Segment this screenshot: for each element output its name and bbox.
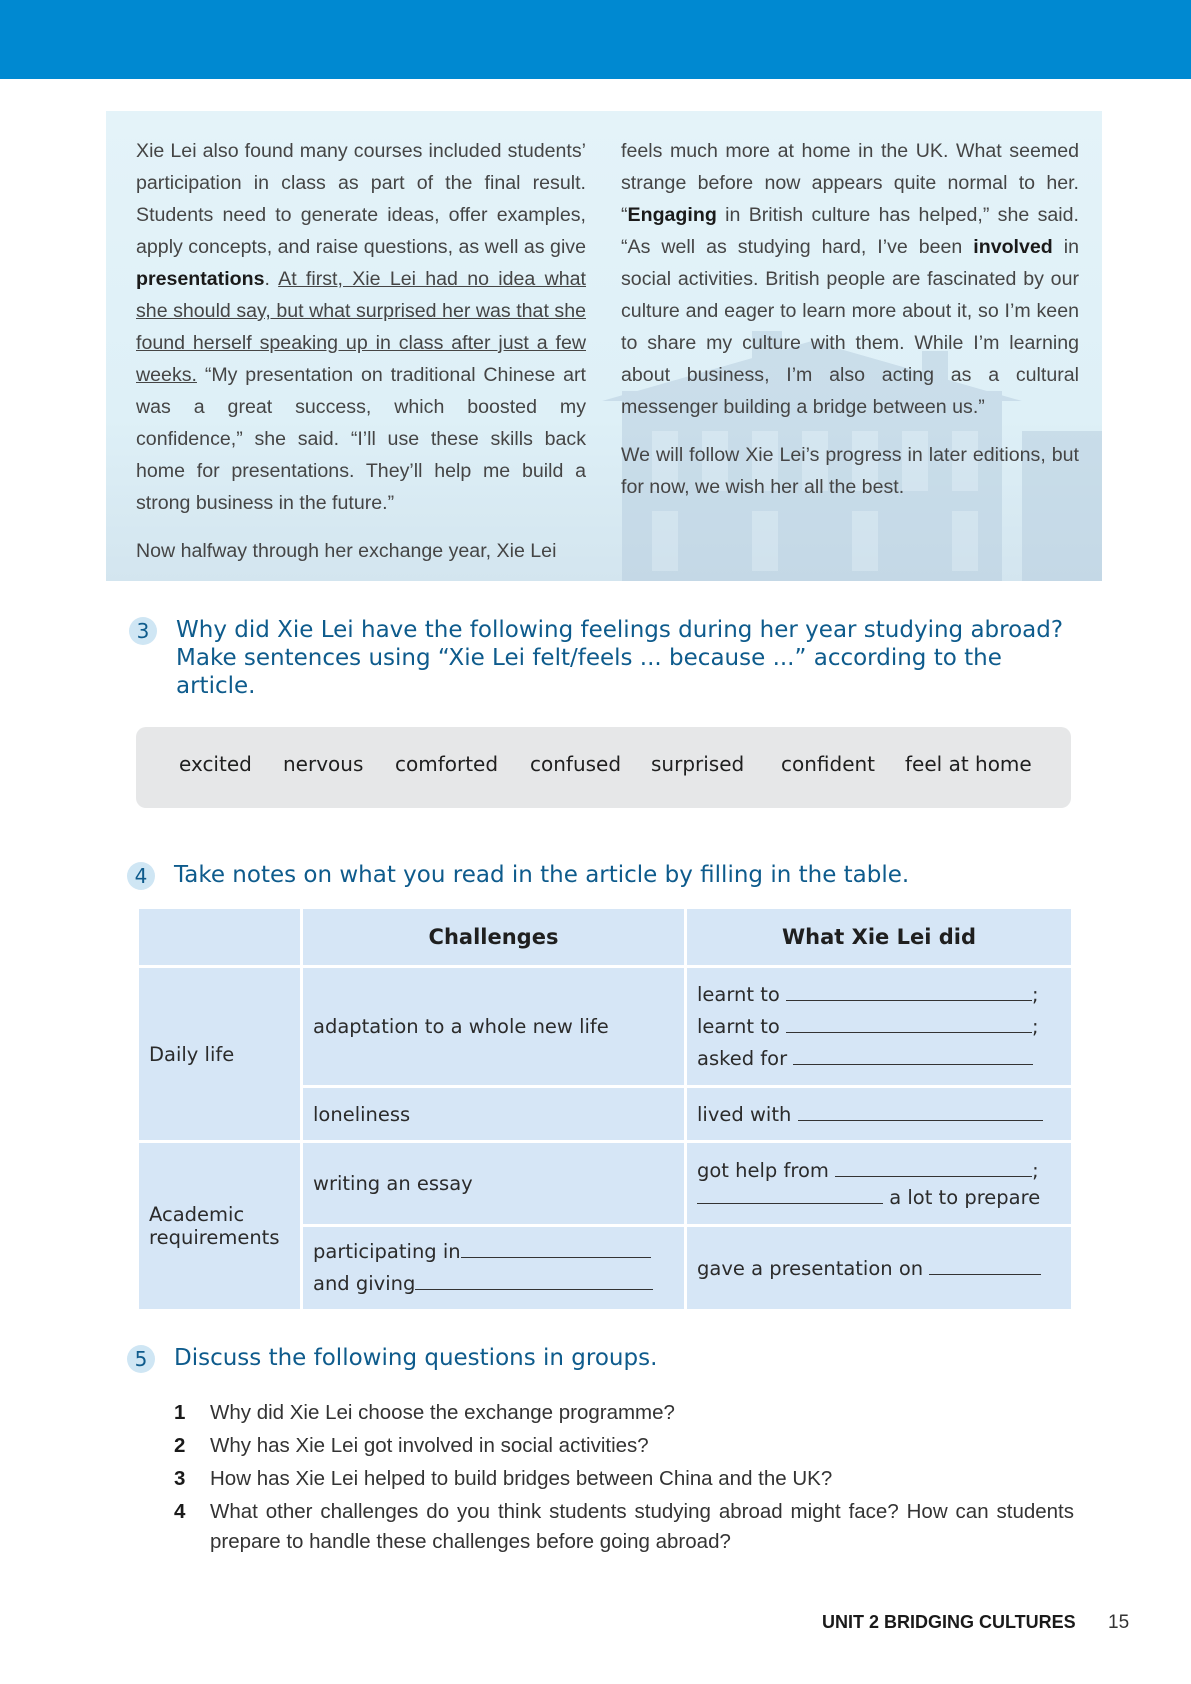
question-5-number: 5 [127,1345,155,1373]
question-3-line: Make sentences using “Xie Lei felt/feels ... because ...” according to the [176,645,1002,671]
item-number: 4 [174,1500,186,1523]
item-number: 3 [174,1467,186,1490]
word-nervous: nervous [283,752,364,776]
table-header-empty [138,908,302,967]
table-header-what-xie-lei-did: What Xie Lei did [686,908,1073,967]
word-confused: confused [530,752,622,776]
question-3-text [176,616,1063,700]
item-text: What other challenges do you think students studying abroad might face? How can students prepare to handle these challenges before going abroad? [210,1500,1074,1553]
question-5-text: Discuss the following questions in groups. [174,1345,658,1371]
item-number: 2 [174,1434,186,1457]
question-4-number: 4 [127,862,155,890]
list-item [174,1431,1074,1461]
reading-column-right [621,135,1079,519]
answer-text: learnt to [697,982,780,1006]
answer-blank[interactable] [415,1273,653,1290]
challenge-text: and giving [313,1272,416,1295]
challenge-cell: writing an essay [302,1142,686,1226]
semicolon: ; [1032,982,1039,1006]
list-item [174,1497,1074,1557]
reading-text: . [264,268,279,290]
answer-text: learnt to [697,1014,780,1038]
underlined-sentence: At first, Xie Lei had no idea what she should say, but what surprised her was that she found herself speaking up in class after just a few weeks. [136,268,587,386]
item-text: How has Xie Lei helped to build bridges between China and the UK? [210,1467,833,1490]
word-box [136,727,1071,808]
answer-cell [686,1087,1073,1142]
reading-text: “My presentation on traditional Chinese art was a great success, which boosted my confidence,” she said. “I’ll use these skills back home for presentations. They’ll help me build a strong business in the future.” [136,364,586,514]
group-academic-requirements: Academic requirements [138,1142,302,1311]
table-header-challenges: Challenges [302,908,686,967]
answer-blank[interactable] [697,1187,883,1204]
challenge-cell: adaptation to a whole new life [302,967,686,1087]
footer-unit-title: UNIT 2 BRIDGING CULTURES [822,1612,1076,1632]
keyword-presentations: presentations [136,268,265,290]
reading-paragraph [136,135,586,519]
keyword-involved: involved [973,236,1053,258]
answer-blank[interactable] [798,1104,1043,1121]
challenge-cell [302,1226,686,1311]
item-text: Why did Xie Lei choose the exchange programme? [210,1401,675,1424]
table-row [138,1142,1073,1226]
word-excited: excited [179,752,252,776]
list-item [174,1398,1074,1428]
keyword-engaging: Engaging [627,204,717,226]
semicolon: ; [1032,1014,1039,1038]
question-3-line: Why did Xie Lei have the following feelings during her year studying abroad? [176,617,1064,643]
notes-table [136,906,1074,1312]
answer-text: got help from [697,1158,829,1182]
table-header-row [138,908,1073,967]
table-row [138,967,1073,1087]
item-text: Why has Xie Lei got involved in social activities? [210,1434,649,1457]
answer-cell [686,1226,1073,1311]
reading-text: Xie Lei also found many courses included students’ participation in class as part of the final result. Students need to generate ideas, offer examples, apply concepts, and raise questions, as well as give [136,140,586,258]
semicolon: ; [1032,1158,1039,1182]
reading-text: in social activities. British people are fascinated by our culture and eager to learn more about it, so I’m keen to share my culture with them. While I’m learning about business, I’m also acting as a cultural messenger building a bridge between us.” [621,236,1079,418]
answer-cell [686,967,1073,1087]
reading-text: feels much more at home in the UK. What seemed strange before now appears quite normal to her. “ [621,140,1079,226]
reading-column-left [136,135,586,581]
question-3-line: article. [176,673,256,699]
reading-paragraph [621,135,1079,423]
word-comforted: comforted [395,752,499,776]
word-feel-at-home: feel at home [905,752,1032,776]
answer-blank[interactable] [786,984,1032,1001]
list-item [174,1464,1074,1494]
answer-blank[interactable] [461,1241,651,1258]
word-confident: confident [781,752,876,776]
header-bar [0,0,1191,79]
answer-blank[interactable] [786,1016,1032,1033]
answer-cell [686,1142,1073,1226]
answer-blank[interactable] [793,1048,1033,1065]
answer-text: lived with [697,1102,792,1126]
reading-paragraph: Now halfway through her exchange year, Xie Lei [136,540,557,562]
challenge-text: participating in [313,1240,461,1263]
discussion-questions [174,1398,1074,1560]
challenge-cell: loneliness [302,1087,686,1142]
item-number: 1 [174,1401,186,1424]
answer-text: asked for [697,1046,788,1070]
word-surprised: surprised [651,752,745,776]
reading-paragraph: We will follow Xie Lei’s progress in later editions, but for now, we wish her all the best. [621,444,1079,498]
group-daily-life: Daily life [138,967,302,1142]
answer-text: a lot to prepare [889,1185,1041,1209]
reading-text: in British culture has helped,” she said. “As well as studying hard, I’ve been [621,204,1079,258]
question-3-number: 3 [129,617,157,645]
question-4-text: Take notes on what you read in the article by filling in the table. [174,862,910,888]
answer-text: gave a presentation on [697,1256,924,1280]
answer-blank[interactable] [835,1160,1032,1177]
answer-blank[interactable] [929,1258,1041,1275]
reading-passage [106,111,1102,581]
page-number: 15 [1108,1612,1130,1633]
